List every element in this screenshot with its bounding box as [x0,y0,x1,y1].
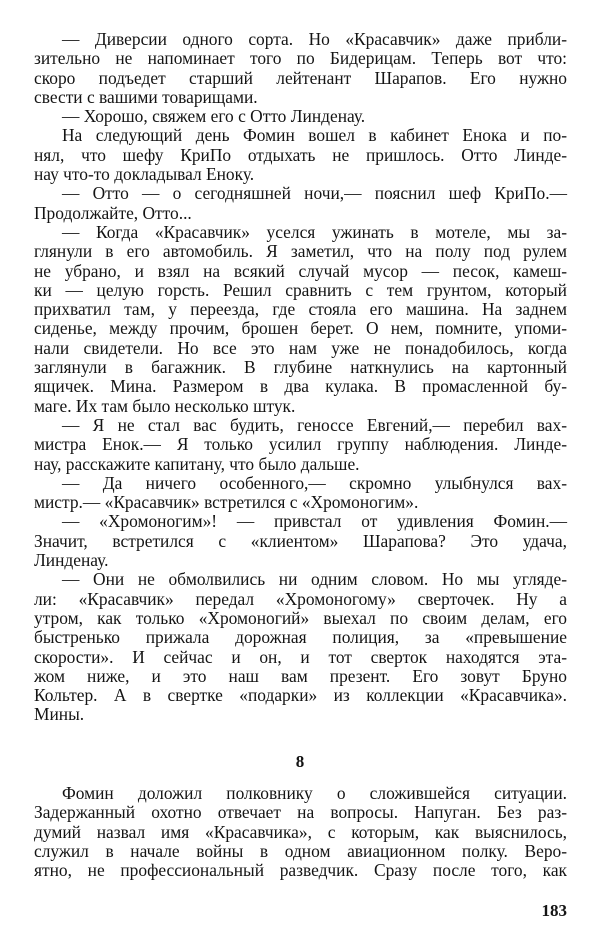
text-line: — Отто — о сегодняшней ночи,— пояснил шеф КриПо.— [62,183,567,204]
paragraph [34,784,567,880]
text-line: быстренько прижала дорожная полиция, за «превышение [34,627,567,648]
text-line: зительно не напоминает того по Бидерицам. Теперь вот что: [34,48,567,69]
text-line: утром, как только «Хромоногий» выехал по своим делам, его [34,607,567,628]
text-line: Продолжайте, Отто... [34,202,192,223]
text-line: На следующий день Фомин вошел в кабинет Енока и по- [62,125,567,146]
text-line: — Диверсии одного сорта. Но «Красавчик» даже прибли- [62,29,567,49]
text-line: Задержанный охотно отвечает на вопросы. Напуган. Без раз- [34,802,567,823]
paragraph [34,126,567,184]
text-line: заглянули в багажник. В глубине наткнулись на картонный [34,357,567,378]
text-line: — Хорошо, свяжем его с Отто Линденау. [62,106,366,127]
text-line: скоро подъедет старший лейтенант Шарапов. Его нужно [34,67,567,88]
text-line: Значит, встретился с «клиентом» Шарапова? Это удача, [34,530,567,551]
text-line: жом ниже, и это наш вам презент. Его зовут Бруно [34,665,567,686]
text-line: — Когда «Красавчик» уселся ужинать в мотеле, мы за- [62,221,567,242]
text-line: — Они не обмолвились ни одним словом. Но мы угляде- [62,569,567,590]
text-line: прихватил там, у переезда, где стояла его машина. На заднем [34,299,567,320]
paragraph [34,30,567,107]
text-line: Фомин доложил полковнику о сложившейся ситуации. [62,783,567,803]
paragraph [34,474,567,513]
text-line: думий назвал имя «Красавчика», с которым, как выяснилось, [34,821,567,842]
text-line: ки — целую горсть. Решил сравнить с тем грунтом, который [34,279,567,300]
text-line: — «Хромоногим»! — привстал от удивления Фомин.— [62,511,567,532]
text-line: Линденау. [34,550,109,571]
text-line: глянули в его автомобиль. Я заметил, что на полу под рулем [34,241,567,262]
text-line: свести с вашими товарищами. [34,86,258,107]
text-section-1 [34,30,567,725]
text-section-2 [34,784,567,880]
text-line: ящичек. Мина. Размером в два кулака. В промасленной бу- [34,376,567,397]
text-line: скорости». И сейчас и он, и тот сверток находятся эта- [34,646,567,667]
text-line: ятно, не профессиональный разведчик. Сразу после того, как [34,860,567,881]
text-line: мистра Енок.— Я только усилил группу наблюдения. Линде- [34,434,567,455]
paragraph [34,107,567,126]
text-line: не убрано, и взял на всякий случай мусор — песок, камеш- [34,260,567,281]
text-line: Кольтер. А в свертке «подарки» из коллекции «Красавчика». [34,685,567,706]
paragraph [34,570,567,724]
text-line: — Я не стал вас будить, геноссе Евгений,— перебил вах- [62,414,567,435]
chapter-heading: 8 [295,752,305,771]
paragraph [34,512,567,570]
text-line: маге. Их там было несколько штук. [34,395,296,416]
text-line: — Да ничего особенного,— скромно улыбнулся вах- [62,472,567,493]
text-line: нау что-то докладывал Еноку. [34,164,255,185]
text-line: служил в начале войны в одном авиационном полку. Веро- [34,840,567,861]
text-line: нял, что шефу КриПо отдыхать не пришлось. Отто Линде- [34,144,567,165]
text-line: сиденье, между прочим, брошен берет. О нем, помните, упоми- [34,318,567,339]
text-line: Мины. [34,704,85,725]
paragraph [34,223,567,416]
text-line: мистр.— «Красавчик» встретился с «Хромоногим». [34,492,419,513]
text-line: ли: «Красавчик» передал «Хромоногому» сверточек. Ну а [34,588,567,609]
text-line: нау, расскажите капитану, что было дальше. [34,453,360,474]
paragraph [34,416,567,474]
paragraph [34,184,567,223]
text-line: нали свидетели. Но все это нам уже не понадобилось, когда [34,337,567,358]
page-number: 183 [541,901,567,920]
